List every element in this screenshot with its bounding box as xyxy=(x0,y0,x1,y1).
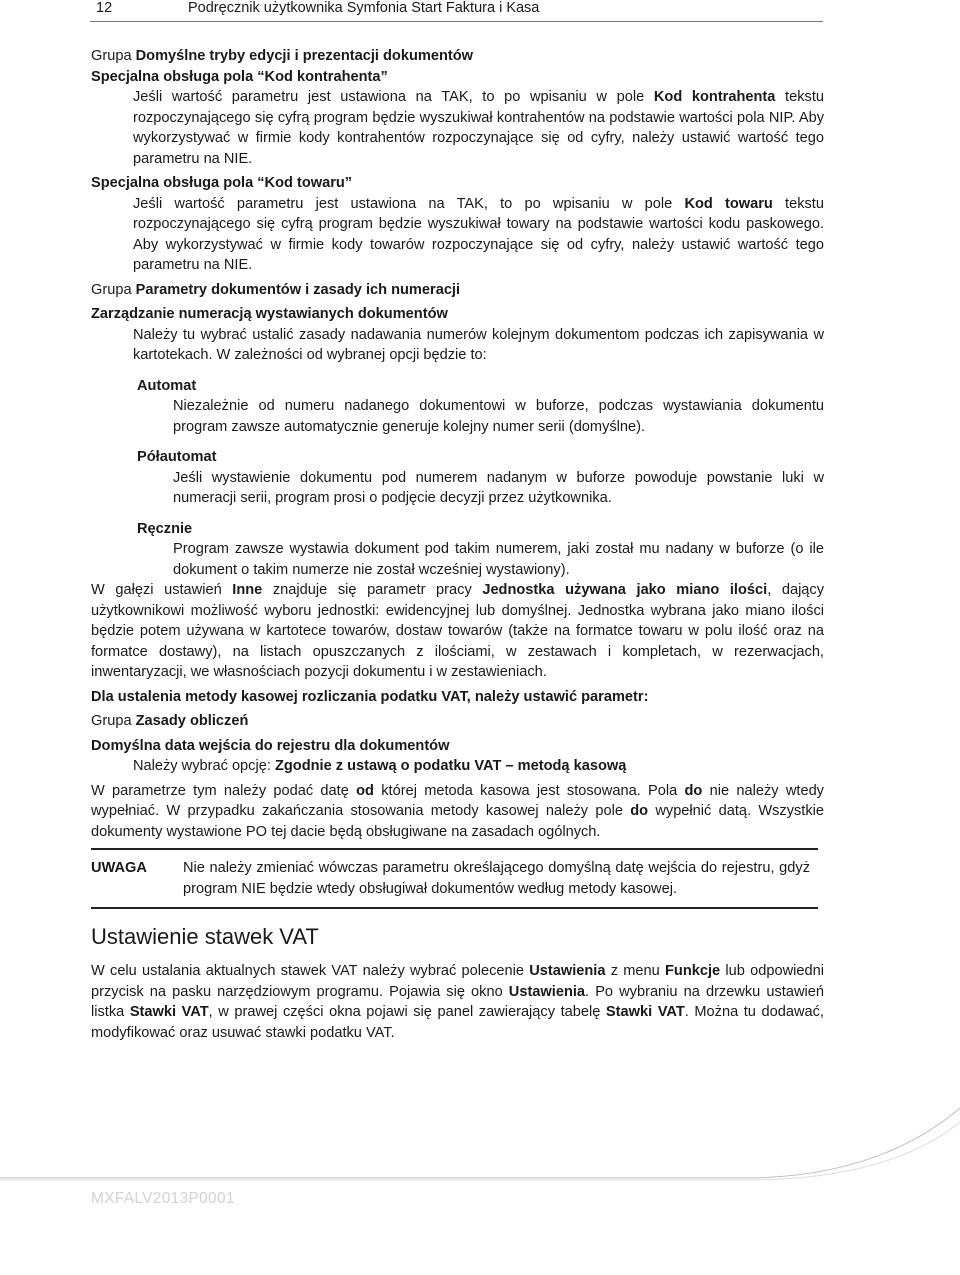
section-title: Zarządzanie numeracją wystawianych dokumentów xyxy=(91,306,448,322)
page-content xyxy=(91,46,824,1043)
page-number: 12 xyxy=(96,0,113,16)
vat-heading: Dla ustalenia metody kasowej rozliczania podatku VAT, należy ustawić parametr: xyxy=(91,688,649,705)
header-rule xyxy=(90,21,823,22)
option-desc: Jeśli wystawienie dokumentu pod numerem nadanym w buforze powoduje powstanie luki w numeracji serii, program prosi o podjęcie decyzji przez użytkownika. xyxy=(173,469,824,506)
body-paragraph: W celu ustalania aktualnych stawek VAT należy wybrać polecenie Ustawienia z menu Funkcje lub odpowiedni przycisk na pasku narzędziowym programu. Pojawia się okno Ustawienia. Po wybraniu na drzewku ustawień listka Stawki VAT, w prawej części okna pojawi się panel zawierający tabelę Stawki VAT. Można tu dodawać, modyfikować oraz usuwać stawki podatku VAT. xyxy=(91,963,824,1041)
section-text: Jeśli wartość parametru jest ustawiona na TAK, to po wpisaniu w pole Kod kontrahenta tekstu rozpoczynającego się cyfrą program będzie wyszukiwał kontrahentów na podstawie wartości pola NIP. Aby wykorzystywać w firmie kody kontrahentów rozpoczynające się od cyfry, należy ustawić wartość tego parametru na NIE. xyxy=(133,89,824,167)
group-heading: Grupa Zasady obliczeń xyxy=(91,713,249,729)
warning-bottom-rule xyxy=(91,907,818,909)
chapter-heading: Ustawienie stawek VAT xyxy=(91,924,319,949)
body-paragraph: W parametrze tym należy podać datę od której metoda kasowa jest stosowana. Pola do nie należy wtedy wypełniać. W przypadku zakańczania stosowania metody kasowej należy pole do wypełnić datą. Wszystkie dokumenty wystawione PO tej dacie będą obsługiwane na zasadach ogólnych. xyxy=(91,782,825,840)
section-title: Domyślna data wejścia do rejestru dla dokumentów xyxy=(91,737,450,754)
group-heading: Grupa Parametry dokumentów i zasady ich numeracji xyxy=(91,281,461,298)
warning-text: Nie należy zmieniać wówczas parametru określającego domyślną datę wejścia do rejestru, gdyż program NIE będzie wtedy obsługiwał dokumentów według metody kasowej. xyxy=(183,860,810,897)
group-heading: Grupa Domyślne tryby edycji i prezentacji dokumentów xyxy=(91,48,473,64)
section-text: Należy wybrać opcję: Zgodnie z ustawą o podatku VAT – metodą kasową xyxy=(133,758,627,774)
option-term: Półautomat xyxy=(137,449,217,465)
option-term: Ręcznie xyxy=(137,520,193,537)
option-desc: Program zawsze wystawia dokument pod takim numerem, jaki został mu nadany w buforze (o ile dokument o takim numerze nie został wcześniej wystawiony). xyxy=(173,541,824,578)
footer-decoration xyxy=(0,1100,960,1190)
body-paragraph: W gałęzi ustawień Inne znajduje się parametr pracy Jednostka używana jako miano ilości, dający użytkownikowi możliwość wyboru jednostki: ewidencyjnej lub domyślnej. Jednostka wybrana jako miano ilości będzie potem używana w kartotece towarów, dostaw towarów (także na formatce towaru w polu ilość oraz na formatce dostawy), na listach opuszczanych z ilościami, w zestawach i kompletach, w rezerwacjach, inwentaryzacji, we własnościach pozycji dokumentu i w zestawieniach. xyxy=(91,582,825,680)
section-title: Specjalna obsługa pola “Kod towaru” xyxy=(91,175,353,191)
warning-top-rule xyxy=(91,848,818,850)
warning-box xyxy=(91,858,824,899)
option-term: Automat xyxy=(137,377,197,394)
running-header: Podręcznik użytkownika Symfonia Start Faktura i Kasa xyxy=(188,0,540,16)
section-title: Specjalna obsługa pola “Kod kontrahenta” xyxy=(91,68,388,85)
section-text: Jeśli wartość parametru jest ustawiona na TAK, to po wpisaniu w pole Kod towaru tekstu rozpoczynającego się cyfrą program będzie wyszukiwał towary na podstawie wartości kodu paskowego. Aby wykorzystywać w firmie kody towarów rozpoczynające się od cyfry, należy ustawić wartość tego parametru na NIE. xyxy=(133,195,824,273)
section-text: Należy tu wybrać ustalić zasady nadawania numerów kolejnym dokumentom podczas ich zapisywania w kartotekach. W zależności od wybranej opcji będzie to: xyxy=(133,326,824,363)
warning-label: UWAGA xyxy=(91,860,147,876)
option-desc: Niezależnie od numeru nadanego dokumentowi w buforze, podczas wystawiania dokumentu program zawsze automatycznie generuje kolejny numer serii (domyślne). xyxy=(173,398,824,435)
document-code: MXFALV2013P0001 xyxy=(91,1190,235,1207)
